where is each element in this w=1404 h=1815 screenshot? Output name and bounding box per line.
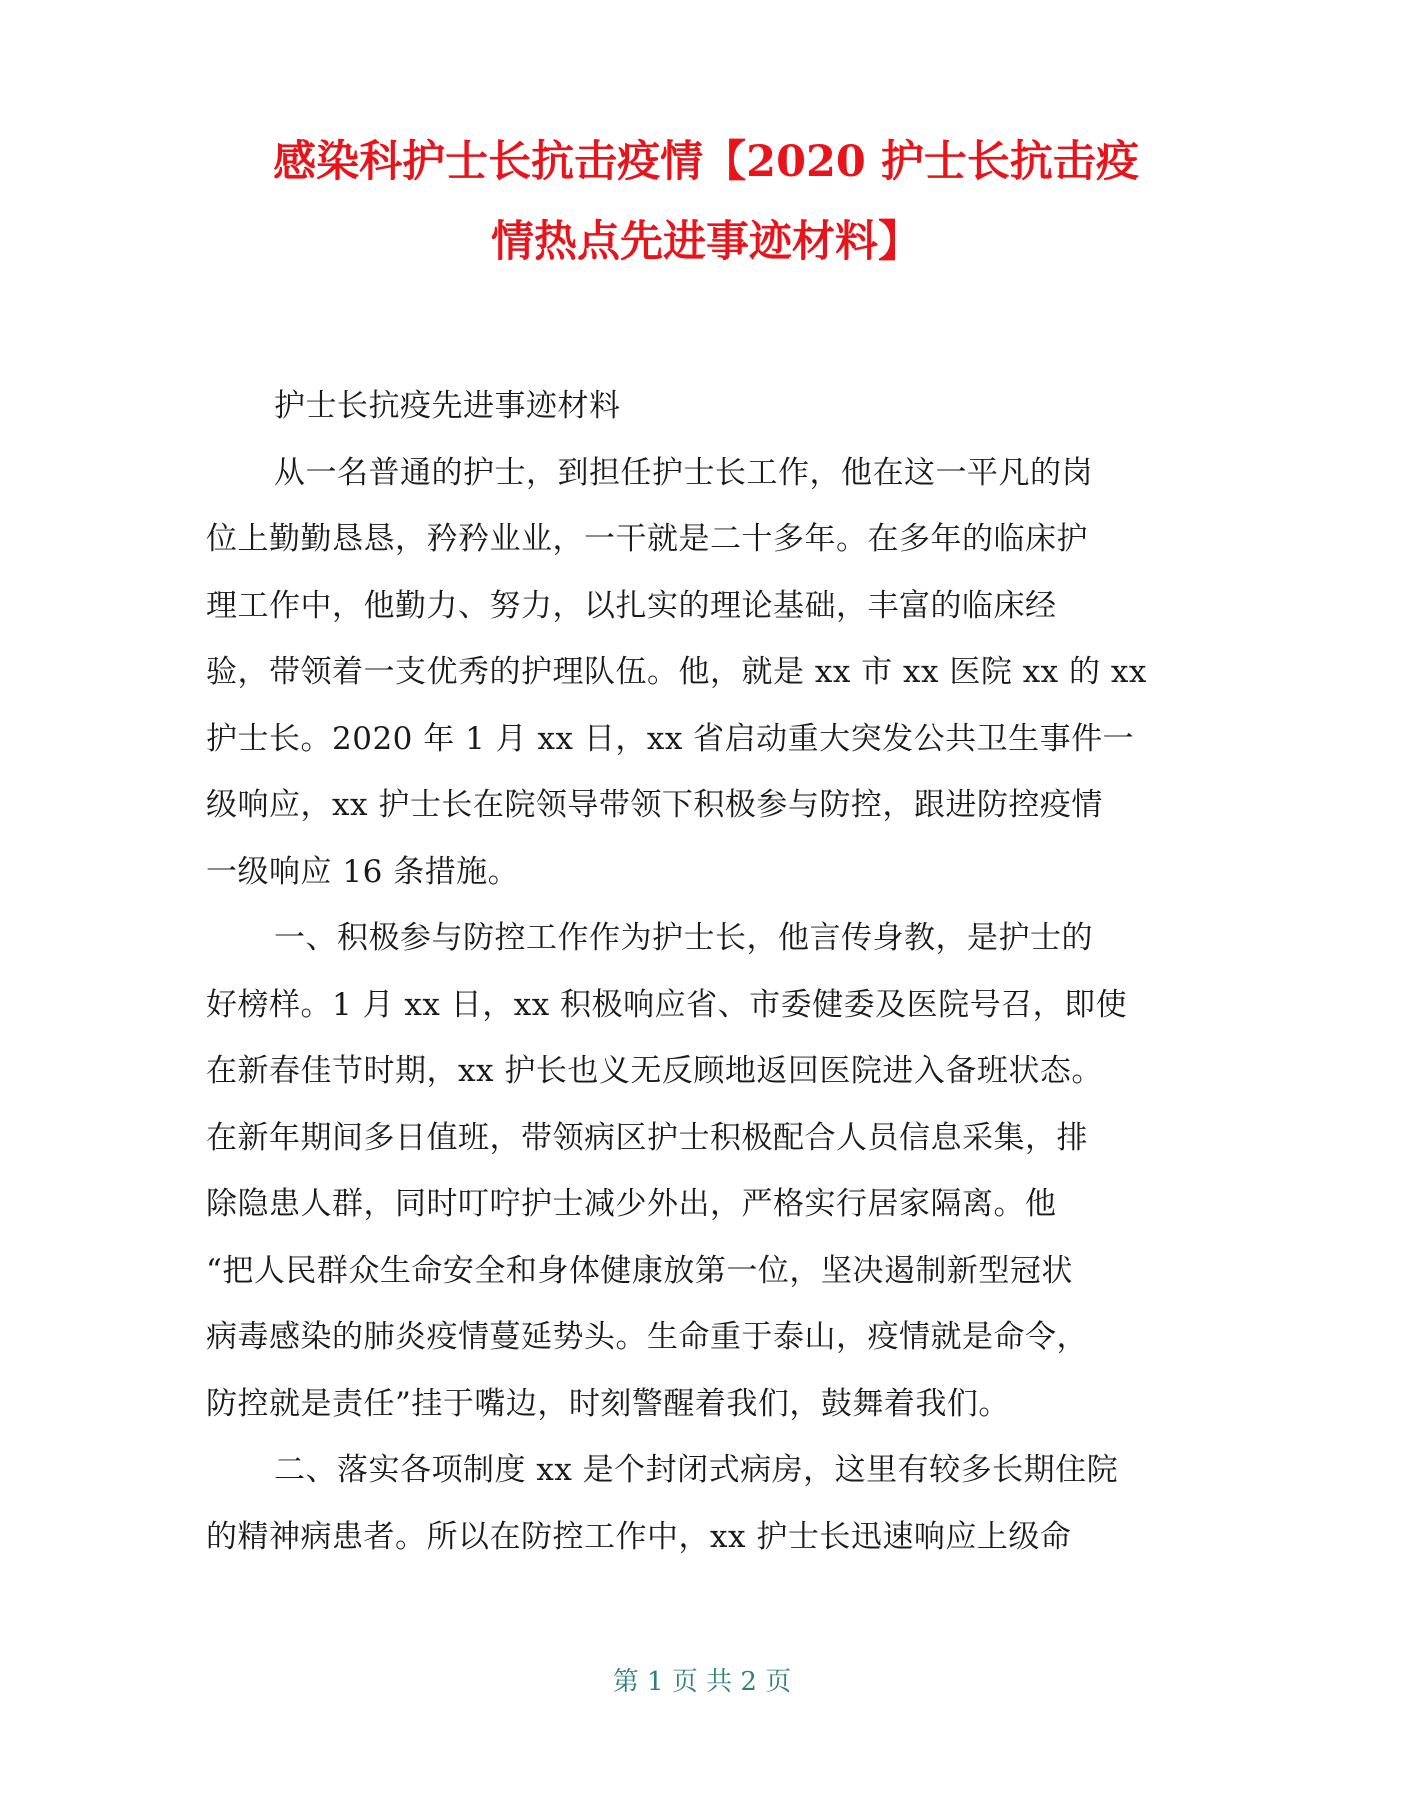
body-line: 防控就是责任”挂于嘴边，时刻警醒着我们，鼓舞着我们。 (206, 1385, 1010, 1422)
title-line: 情热点先进事迹材料】 (491, 217, 921, 267)
body-line: 除隐患人群，同时叮咛护士减少外出，严格实行居家隔离。他 (206, 1186, 1057, 1222)
body-line: 验，带领着一支优秀的护理队伍。他，就是 xx 市 xx 医院 xx 的 xx (206, 654, 1147, 690)
body-line: 病毒感染的肺炎疫情蔓延势头。生命重于泰山，疫情就是命令， (206, 1319, 1088, 1355)
body-line: 在新春佳节时期，xx 护长也义无反顾地返回医院进入备班状态。 (206, 1053, 1103, 1089)
body-line: 级响应，xx 护士长在院领导带领下积极参与防控，跟进防控疫情 (206, 787, 1103, 823)
body-line: 护士长。2020 年 1 月 xx 日，xx 省启动重大突发公共卫生事件一 (206, 720, 1135, 757)
body-line: 好榜样。1 月 xx 日，xx 积极响应省、市委健委及医院号召，即使 (206, 986, 1128, 1023)
title-line: 感染科护士长抗击疫情【2020 护士长抗击疫 (273, 137, 1139, 187)
body-line: 从一名普通的护士，到担任护士长工作，他在这一平凡的岗 (274, 454, 1093, 491)
body-line: 护士长抗疫先进事迹材料 (274, 388, 621, 424)
body-line: “把人民群众生命安全和身体健康放第一位，坚决遏制新型冠状 (206, 1252, 1073, 1289)
body-line: 的精神病患者。所以在防控工作中，xx 护士长迅速响应上级命 (206, 1518, 1072, 1555)
body-line: 一级响应 16 条措施。 (206, 853, 520, 890)
body-line: 理工作中，他勤力、努力，以扎实的理论基础，丰富的临床经 (206, 587, 1057, 624)
document-title (206, 122, 1206, 282)
body-line: 一、积极参与防控工作作为护士长，他言传身教，是护士的 (274, 920, 1093, 956)
body-line: 位上勤勤恳恳，矜矜业业，一干就是二十多年。在多年的临床护 (206, 521, 1088, 557)
page-number-footer: 第 1 页 共 2 页 (612, 1667, 792, 1697)
document-body (206, 373, 1216, 1570)
body-line: 在新年期间多日值班，带领病区护士积极配合人员信息采集，排 (206, 1119, 1088, 1156)
body-line: 二、落实各项制度 xx 是个封闭式病房，这里有较多长期住院 (274, 1452, 1119, 1488)
